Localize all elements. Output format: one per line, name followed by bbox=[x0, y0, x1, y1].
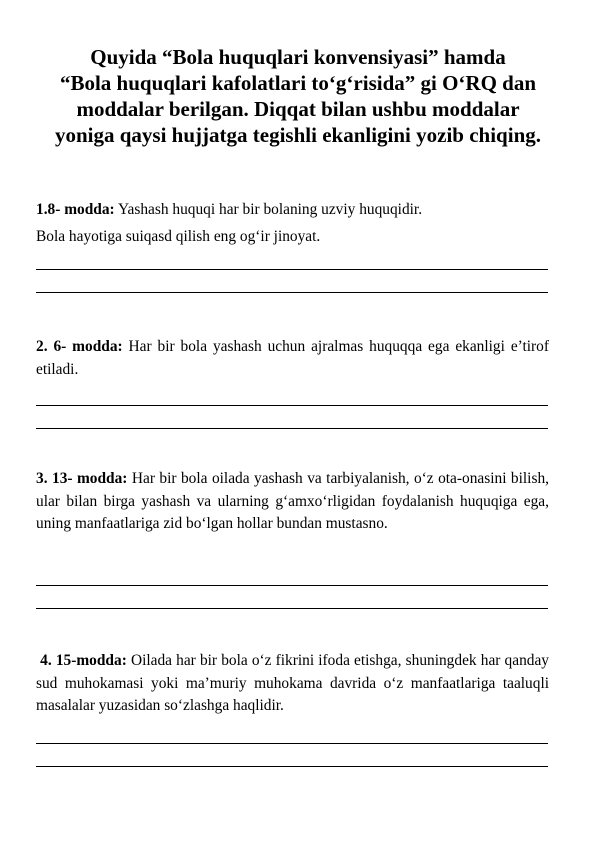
article-1-body: Yashash huquqi har bir bolaning uzviy huquqidir. bbox=[114, 201, 423, 218]
article-1-second-line: Bola hayotiga suiqasd qilish eng og‘ir jinoyat. bbox=[36, 227, 321, 245]
answer-line-1b[interactable] bbox=[36, 292, 548, 293]
answer-line-3a[interactable] bbox=[36, 585, 548, 586]
article-2-body: Har bir bola yashash uchun ajralmas huquqqa ega ekanligi e’tirof etiladi. bbox=[36, 338, 549, 378]
title-line: yoniga qaysi hujjatga tegishli ekanligini yozib chiqing. bbox=[54, 123, 541, 147]
article-3-body: Har bir bola oilada yashash va tarbiyalanish, o‘z ota-onasini bilish, ular bilan birga yashash va ularning g‘amxo‘rligidan foydalanish huquqiga ega, uning manfaatlariga zid bo‘lgan hollar bundan mustasno. bbox=[36, 470, 549, 533]
answer-line-4a[interactable] bbox=[36, 743, 548, 744]
answer-line-3b[interactable] bbox=[36, 608, 548, 609]
article-1-label: 1.8- modda: bbox=[36, 201, 115, 218]
article-2-text bbox=[36, 336, 549, 381]
answer-line-1a[interactable] bbox=[36, 269, 548, 270]
answer-line-2a[interactable] bbox=[36, 405, 548, 406]
article-3 bbox=[36, 468, 549, 536]
article-2-label: 2. 6- modda: bbox=[36, 338, 123, 355]
title-line: Quyida “Bola huquqlari konvensiyasi” hamda bbox=[90, 45, 506, 69]
answer-line-4b[interactable] bbox=[36, 766, 548, 767]
article-3-text bbox=[36, 468, 549, 536]
worksheet-title bbox=[30, 44, 566, 148]
article-4-text bbox=[36, 650, 549, 718]
article-4-body: Oilada har bir bola o‘z fikrini ifoda etishga, shuningdek har qanday sud muhokamasi yoki ma’muriy muhokama davrida o‘z manfaatlariga taaluqli masalalar yuzasidan so‘zlashga haqlidir. bbox=[36, 652, 549, 715]
article-1 bbox=[36, 199, 549, 248]
answer-line-2b[interactable] bbox=[36, 428, 548, 429]
article-4-label: 4. 15-modda: bbox=[36, 652, 127, 669]
article-2 bbox=[36, 336, 549, 381]
title-line: moddalar berilgan. Diqqat bilan ushbu moddalar bbox=[76, 97, 520, 121]
article-3-label: 3. 13- modda: bbox=[36, 470, 128, 487]
article-4 bbox=[36, 650, 549, 718]
title-line: “Bola huquqlari kafolatlari to‘g‘risida” gi O‘RQ dan bbox=[59, 71, 537, 95]
article-1-text bbox=[36, 199, 549, 222]
